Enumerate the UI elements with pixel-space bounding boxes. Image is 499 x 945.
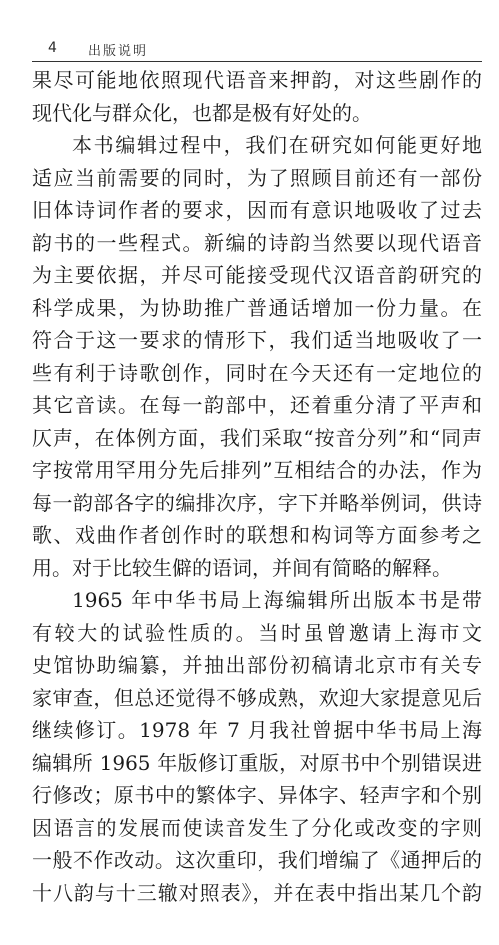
- text-line: 用。对于比较生僻的语词，并间有简略的解释。: [32, 555, 452, 580]
- text-line: 符合于这一要求的情形下，我们适当地吸收了一: [32, 328, 482, 352]
- running-header: [32, 38, 480, 60]
- text-line: 编辑所 1965 年版修订重版，对原书中个别错误进: [32, 750, 482, 775]
- text-line: 适应当前需要的同时，为了照顾目前还有一部份: [32, 165, 482, 190]
- text-line: 一般不作改动。这次重印，我们增编了《通押后的: [32, 848, 482, 872]
- text-line: 行修改；原书中的繁体字、异体字、轻声字和个别: [32, 783, 482, 807]
- text-line: 字按常用罕用分先后排列”互相结合的办法，作为: [32, 458, 482, 482]
- body-text: [32, 64, 482, 909]
- text-line: 因语言的发展而使读音发生了分化或改变的字则: [32, 815, 482, 840]
- text-line: 为主要依据，并尽可能接受现代汉语音韵研究的: [32, 263, 482, 287]
- text-line: 韵书的一些程式。新编的诗韵当然要以现代语音: [32, 230, 482, 255]
- text-line: 歌、戏曲作者创作时的联想和构词等方面参考之: [32, 523, 482, 547]
- text-line: 史馆协助编纂，并抽出部份初稿请北京市有关专: [32, 653, 482, 677]
- text-line: 继续修订。1978 年 7 月我社曾据中华书局上海: [32, 718, 482, 742]
- text-line: 家审查，但总还觉得不够成熟，欢迎大家提意见后: [32, 685, 482, 710]
- text-line: 每一韵部各字的编排次序，字下并略举例词，供诗: [32, 490, 482, 515]
- text-line: 果尽可能地依照现代语音来押韵，对这些剧作的: [32, 68, 482, 92]
- running-title: 出版说明: [88, 44, 149, 59]
- text-line: 些有利于诗歌创作，同时在今天还有一定地位的: [32, 360, 482, 385]
- text-line: 现代化与群众化，也都是极有好处的。: [32, 100, 372, 125]
- text-line: 十八韵与十三辙对照表》，并在表中指出某几个韵: [32, 880, 482, 905]
- text-line: 有较大的试验性质的。当时虽曾邀请上海市文: [32, 620, 482, 645]
- header-rule: [32, 61, 482, 62]
- text-line: 仄声，在体例方面，我们采取“按音分列”和“同声: [32, 425, 482, 450]
- text-line: 旧体诗词作者的要求，因而有意识地吸收了过去: [32, 198, 482, 222]
- text-line: 科学成果，为协助推广普通话增加一份力量。在: [32, 295, 482, 320]
- text-line: 1965 年中华书局上海编辑所出版本书是带: [72, 588, 482, 612]
- text-line: 本书编辑过程中，我们在研究如何能更好地: [72, 133, 482, 157]
- text-line: 其它音读。在每一韵部中，还着重分清了平声和: [32, 393, 482, 417]
- page-number: 4: [48, 40, 57, 56]
